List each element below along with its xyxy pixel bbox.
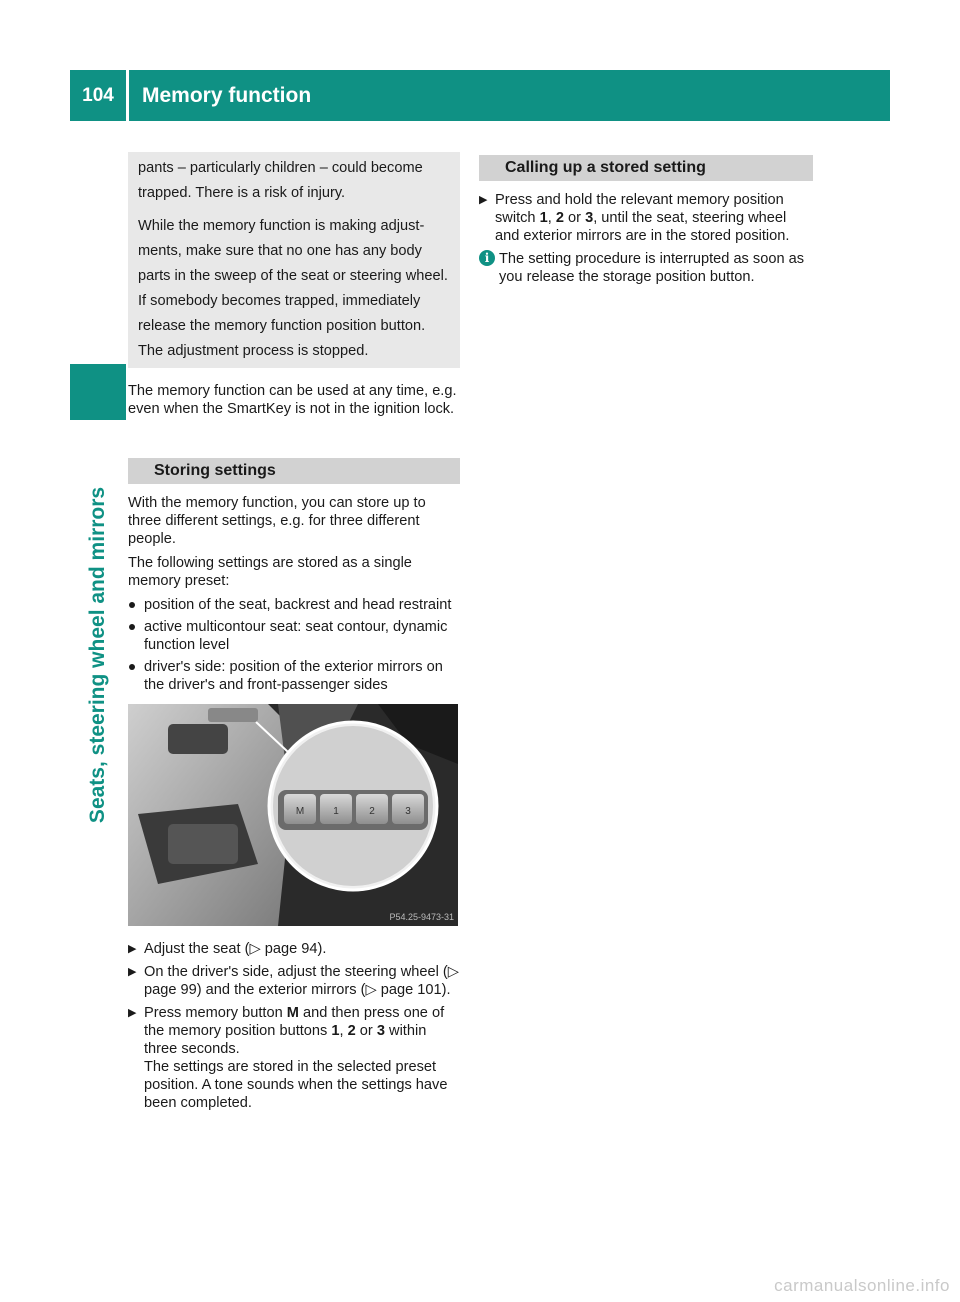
warning-text-2: While the memory function is making adjustments, make sure that no one has any body parts in the sweep of the seat or steering wheel. If somebody becomes trapped, immediately release the memory function position button. The adjustment process is stopped.: [138, 218, 448, 359]
side-tab: [70, 430, 126, 880]
page-link[interactable]: page 99: [144, 982, 197, 998]
footer-watermark: carmanualsonline.info: [774, 1276, 950, 1295]
side-tab-marker: [70, 364, 126, 420]
warning-box: [128, 152, 460, 368]
warning-text-1: pants – particularly children – could become trapped. There is a risk of injury.: [138, 160, 423, 201]
step-recall: ▶ Press and hold the relevant memory position switch 1, 2 or 3, until the seat, steering wheel and exterior mirrors are in the stored position.: [479, 192, 790, 244]
step-adjust-wheel-mirrors: ▶ On the driver's side, adjust the steering wheel (▷ page 99) and the exterior mirrors (▷ page 101).: [128, 964, 459, 998]
button-label-2: 2: [369, 806, 375, 817]
section-heading-calling: Calling up a stored setting: [479, 155, 813, 181]
step-adjust-seat: ▶ Adjust the seat (▷ page 94).: [128, 941, 327, 957]
section-heading-storing: Storing settings: [128, 458, 460, 484]
arrow-icon: ▶: [128, 1007, 137, 1019]
memory-buttons-photo: [128, 704, 458, 926]
page-title: Memory function: [142, 83, 312, 107]
header-divider: [126, 70, 129, 121]
button-label-3: 3: [405, 806, 411, 817]
arrow-icon: ▶: [479, 194, 488, 206]
arrow-icon: ▶: [128, 943, 137, 955]
bullet-icon: [129, 664, 135, 670]
intro-paragraph: The memory function can be used at any time, e.g. even when the SmartKey is not in the ignition lock.: [128, 383, 457, 417]
list-item: position of the seat, backrest and head restraint: [128, 596, 460, 614]
page-number: 104: [82, 84, 114, 106]
list-item: driver's side: position of the exterior mirrors on the driver's and front-passenger sides: [128, 658, 460, 694]
list-item: active multicontour seat: seat contour, dynamic function level: [128, 618, 460, 654]
photo-code: P54.25-9473-31: [389, 912, 454, 922]
bullet-icon: [129, 602, 135, 608]
storing-paragraph-1: With the memory function, you can store up to three different settings, e.g. for three different people.: [128, 495, 426, 547]
storing-paragraph-2: The following settings are stored as a single memory preset:: [128, 555, 412, 589]
step-result: The settings are stored in the selected preset position. A tone sounds when the settings have been completed.: [144, 1059, 448, 1111]
right-column: [479, 155, 813, 286]
page-link[interactable]: page 94: [264, 941, 318, 957]
step-press-memory: ▶ Press memory button M and then press one of the memory position buttons 1, 2 or 3 within three seconds. The settings are stored in the selected preset position. A tone sounds when the settings have been completed.: [128, 1005, 448, 1111]
button-label-1: 1: [333, 806, 339, 817]
page-link[interactable]: page 101: [380, 982, 442, 998]
button-label-m: M: [295, 806, 305, 817]
side-tab-label: Seats, steering wheel and mirrors: [86, 486, 109, 824]
info-icon: i: [479, 250, 495, 266]
bullet-icon: [129, 624, 135, 630]
left-column: [128, 152, 460, 1117]
arrow-icon: ▶: [128, 966, 137, 978]
info-note: i The setting procedure is interrupted as soon as you release the storage position button.: [479, 250, 813, 286]
